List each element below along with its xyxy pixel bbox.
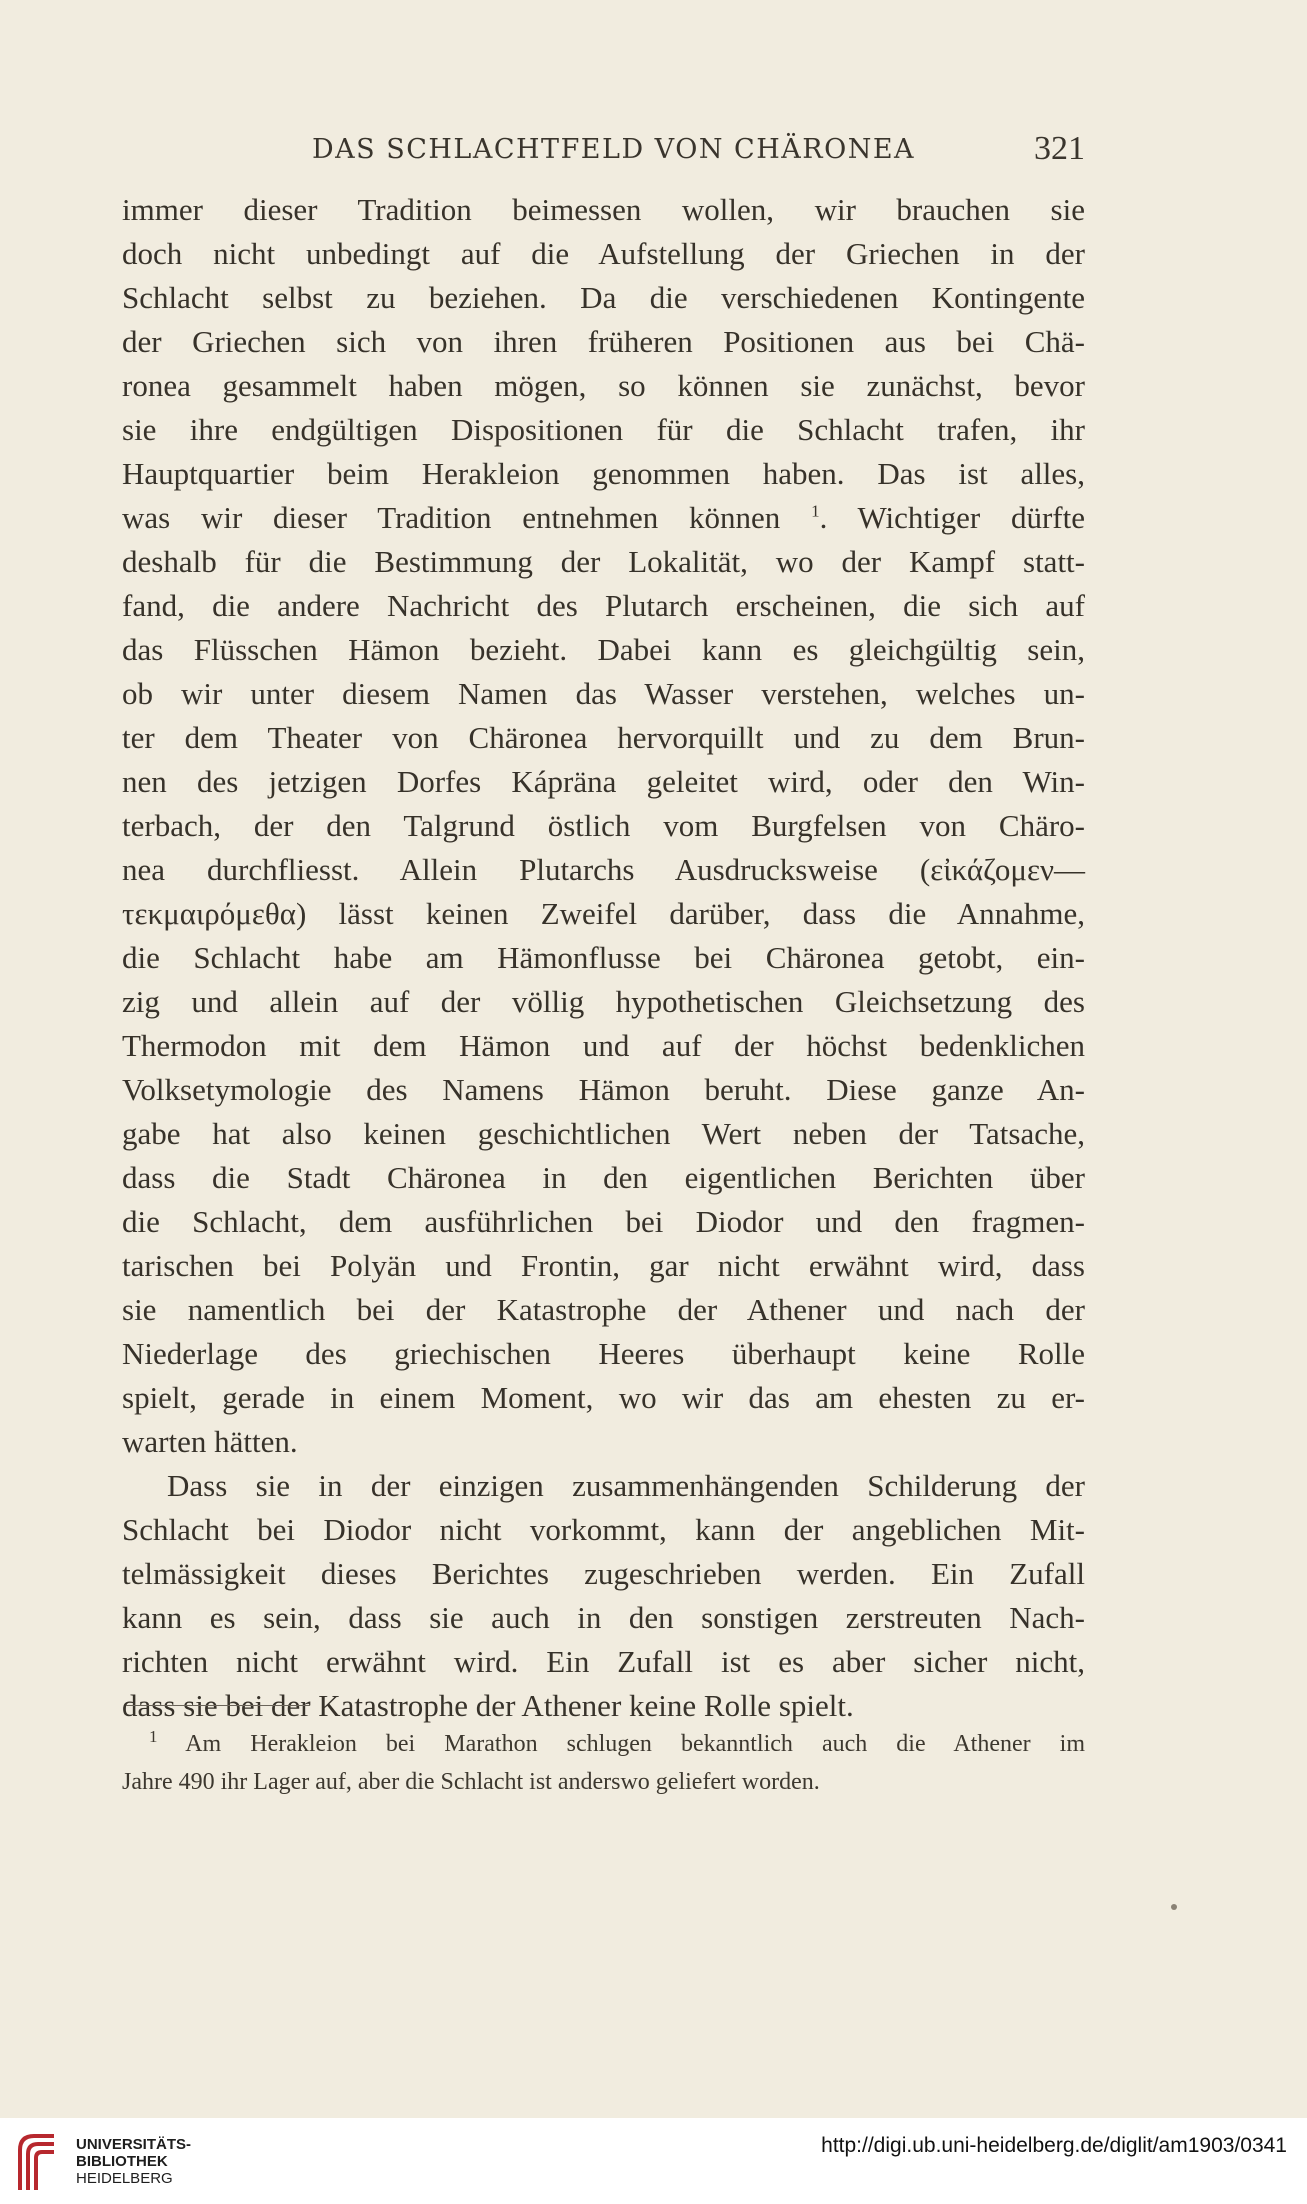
footnote-text: Am Herakleion bei Marathon schlugen bekanntlich auch die Athener im (185, 1731, 1085, 1757)
text-line: gabe hat also keinen geschichtlichen Wert neben der Tatsache, (122, 1116, 1085, 1151)
text-line: nen des jetzigen Dorfes Kápräna geleitet wird, oder den Win- (122, 764, 1085, 799)
text-line: der Griechen sich von ihren früheren Positionen aus bei Chä- (122, 324, 1085, 359)
text-line: dass sie bei der Katastrophe der Athener keine Rolle spielt. (122, 1688, 854, 1723)
text-line: das Flüsschen Hämon bezieht. Dabei kann es gleichgültig sein, (122, 632, 1085, 667)
footnotes (122, 1725, 1085, 1801)
text-line: Volksetymologie des Namens Hämon beruht. Diese ganze An- (122, 1072, 1085, 1107)
text-line: fand, die andere Nachricht des Plutarch erscheinen, die sich auf (122, 588, 1085, 623)
text-line: Niederlage des griechischen Heeres überhaupt keine Rolle (122, 1336, 1085, 1371)
footnote-divider (126, 1705, 310, 1706)
page-number: 321 (1034, 130, 1085, 167)
stray-mark (1171, 1904, 1177, 1910)
body-text (122, 188, 1085, 1728)
footnote-line (122, 1725, 1085, 1763)
text-line: tarischen bei Polyän und Frontin, gar nicht erwähnt wird, dass (122, 1248, 1085, 1283)
text-segment: was wir dieser Tradition entnehmen können (122, 500, 781, 535)
text-line: kann es sein, dass sie auch in den sonstigen zerstreuten Nach- (122, 1600, 1085, 1635)
text-line: Schlacht selbst zu beziehen. Da die verschiedenen Kontingente (122, 280, 1085, 315)
text-line: ter dem Theater von Chäronea hervorquillt und zu dem Brun- (122, 720, 1085, 755)
source-url-link[interactable]: http://digi.ub.uni-heidelberg.de/diglit/am1903/0341 (821, 2134, 1287, 2157)
text-line: ob wir unter diesem Namen das Wasser verstehen, welches un- (122, 676, 1085, 711)
text-line: sie ihre endgültigen Dispositionen für die Schlacht trafen, ihr (122, 412, 1085, 447)
text-line: sie namentlich bei der Katastrophe der Athener und nach der (122, 1292, 1085, 1327)
text-line: Hauptquartier beim Herakleion genommen haben. Das ist alles, (122, 456, 1085, 491)
text-line: immer dieser Tradition beimessen wollen, wir brauchen sie (122, 192, 1085, 227)
text-line: terbach, der den Talgrund östlich vom Burgfelsen von Chäro- (122, 808, 1085, 843)
running-title: DAS SCHLACHTFELD VON CHÄRONEA (312, 134, 916, 165)
running-head (122, 130, 1085, 174)
text-line: warten hätten. (122, 1424, 298, 1459)
footnote-reference[interactable]: 1 (811, 501, 820, 521)
text-line: die Schlacht, dem ausführlichen bei Diodor und den fragmen- (122, 1204, 1085, 1239)
text-line: τεκμαιρόμεθα) lässt keinen Zweifel darüber, dass die Annahme, (122, 896, 1085, 931)
footnote-line: Jahre 490 ihr Lager auf, aber die Schlacht ist anderswo geliefert worden. (122, 1769, 820, 1795)
library-logo-icon (14, 2130, 62, 2194)
text-line: doch nicht unbedingt auf die Aufstellung der Griechen in der (122, 236, 1085, 271)
footnote-marker: 1 (149, 1727, 158, 1746)
library-name: UNIVERSITÄTS- BIBLIOTHEK HEIDELBERG (76, 2136, 192, 2187)
text-line: dass die Stadt Chäronea in den eigentlichen Berichten über (122, 1160, 1085, 1195)
text-line: nea durchfliesst. Allein Plutarchs Ausdrucksweise (εἰκάζομεν— (122, 852, 1085, 887)
text-line: telmässigkeit dieses Berichtes zugeschrieben werden. Ein Zufall (122, 1556, 1085, 1591)
text-line: spielt, gerade in einem Moment, wo wir das am ehesten zu er- (122, 1380, 1085, 1415)
text-line: richten nicht erwähnt wird. Ein Zufall ist es aber sicher nicht, (122, 1644, 1085, 1679)
paragraph-start-line: Dass sie in der einzigen zusammenhängenden Schilderung der (167, 1468, 1085, 1503)
text-line-with-footnote-ref (122, 496, 1085, 540)
text-line: ronea gesammelt haben mögen, so können sie zunächst, bevor (122, 368, 1085, 403)
text-line: Schlacht bei Diodor nicht vorkommt, kann der angeblichen Mit- (122, 1512, 1085, 1547)
text-line: zig und allein auf der völlig hypothetischen Gleichsetzung des (122, 984, 1085, 1019)
text-line: deshalb für die Bestimmung der Lokalität, wo der Kampf statt- (122, 544, 1085, 579)
digitization-footer (0, 2118, 1307, 2204)
text-line: Thermodon mit dem Hämon und auf der höchst bedenklichen (122, 1028, 1085, 1063)
text-line: die Schlacht habe am Hämonflusse bei Chäronea getobt, ein- (122, 940, 1085, 975)
text-segment: . Wichtiger dürfte (819, 500, 1085, 535)
